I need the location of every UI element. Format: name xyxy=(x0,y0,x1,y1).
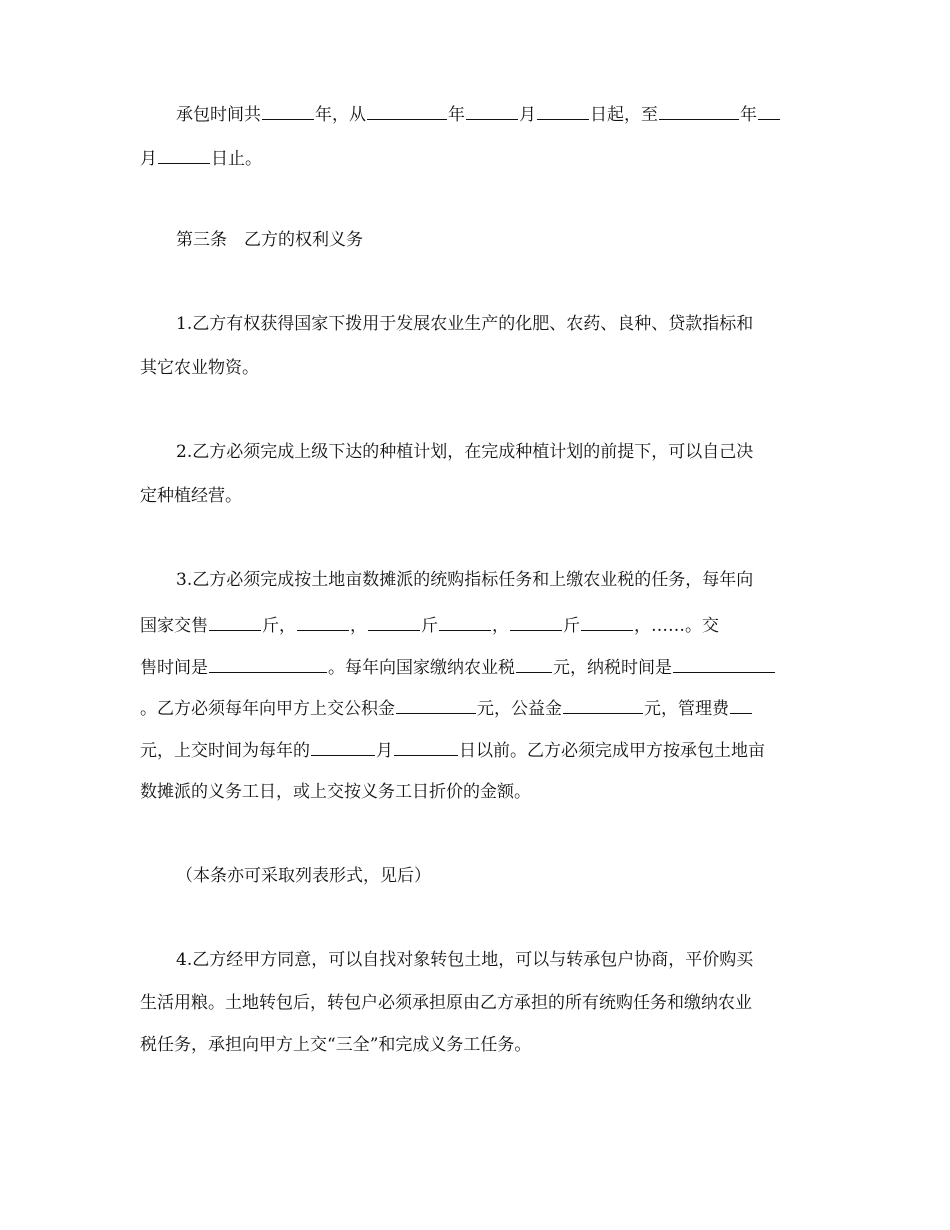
item-3-line-2 xyxy=(140,612,812,636)
fill-in-blank xyxy=(673,654,775,673)
item-3-line-4 xyxy=(140,695,812,719)
item-3-line-5 xyxy=(140,737,812,761)
text-segment: 生活用粮。土地转包后，转包户必须承担原由乙方承担的所有统购任务和缴纳农业 xyxy=(140,993,752,1013)
fill-in-blank xyxy=(563,695,643,714)
text-segment: 元，公益金 xyxy=(477,699,562,719)
text-segment: 月 xyxy=(376,741,393,761)
item-2-line-2 xyxy=(140,484,812,508)
item-3-line-6 xyxy=(140,780,812,804)
fill-in-blank xyxy=(262,101,314,120)
text-segment: 斤 xyxy=(563,616,580,636)
text-segment: 其它农业物资。 xyxy=(140,358,259,378)
fill-in-blank xyxy=(758,101,780,120)
text-segment: 元，纳税时间是 xyxy=(553,658,672,678)
text-segment: 元，上交时间为每年的 xyxy=(140,741,310,761)
fill-in-blank xyxy=(659,101,739,120)
fill-in-blank xyxy=(367,101,447,120)
item-4-line-3 xyxy=(140,1033,812,1057)
text-segment: ， xyxy=(492,616,509,636)
fill-in-blank xyxy=(537,101,589,120)
text-segment: 2.乙方必须完成上级下达的种植计划，在完成种植计划的前提下，可以自己决 xyxy=(176,442,754,462)
item-3-line-1 xyxy=(140,568,848,592)
article-3-heading xyxy=(140,228,848,252)
item-1-line-2 xyxy=(140,356,812,380)
fill-in-blank xyxy=(394,737,458,756)
fill-in-blank xyxy=(466,101,518,120)
text-segment: ，……。交 xyxy=(634,616,719,636)
text-segment: 承包时间共 xyxy=(176,105,261,125)
text-segment: 数摊派的义务工日，或上交按义务工日折价的金额。 xyxy=(140,782,531,802)
text-segment: 年，从 xyxy=(315,105,366,125)
text-segment: 斤 xyxy=(421,616,438,636)
fill-in-blank xyxy=(510,612,562,631)
text-segment: 年 xyxy=(448,105,465,125)
fill-in-blank xyxy=(368,612,420,631)
text-segment: 。每年向国家缴纳农业税 xyxy=(328,658,515,678)
text-segment: 4.乙方经甲方同意，可以自找对象转包土地，可以与转承包户协商，平价购买 xyxy=(176,950,754,970)
text-segment: 日止。 xyxy=(211,149,262,169)
term-line-1 xyxy=(140,101,848,125)
fill-in-blank xyxy=(158,145,210,164)
item-4-line-2 xyxy=(140,991,812,1015)
text-segment: 税任务，承担向甲方上交“三全”和完成义务工任务。 xyxy=(140,1035,532,1055)
fill-in-blank xyxy=(581,612,633,631)
text-segment: 斤， xyxy=(262,616,296,636)
text-segment: 元，管理费 xyxy=(644,699,729,719)
fill-in-blank xyxy=(311,737,375,756)
fill-in-blank xyxy=(209,612,261,631)
text-segment: 日以前。乙方必须完成甲方按承包土地亩 xyxy=(459,741,765,761)
text-segment: ， xyxy=(350,616,367,636)
text-segment: 第三条 乙方的权利义务 xyxy=(176,230,363,250)
item-2-line-1 xyxy=(140,440,848,464)
item-4-line-1 xyxy=(140,948,848,972)
text-segment: 1.乙方有权获得国家下拨用于发展农业生产的化肥、农药、良种、贷款指标和 xyxy=(176,314,754,334)
item-3-line-3 xyxy=(140,654,812,678)
fill-in-blank xyxy=(209,654,327,673)
fill-in-blank xyxy=(297,612,349,631)
text-segment: 月 xyxy=(519,105,536,125)
text-segment: 月 xyxy=(140,149,157,169)
text-segment: 年 xyxy=(740,105,757,125)
term-line-2 xyxy=(140,145,812,169)
text-segment: 售时间是 xyxy=(140,658,208,678)
text-segment: 。乙方必须每年向甲方上交公积金 xyxy=(140,699,395,719)
note-line xyxy=(140,864,848,888)
fill-in-blank xyxy=(516,654,552,673)
text-segment: 日起，至 xyxy=(590,105,658,125)
text-segment: 定种植经营。 xyxy=(140,486,242,506)
text-segment: 3.乙方必须完成按土地亩数摊派的统购指标任务和上缴农业税的任务，每年向 xyxy=(176,570,754,590)
item-1-line-1 xyxy=(140,312,848,336)
text-segment: 国家交售 xyxy=(140,616,208,636)
fill-in-blank xyxy=(730,695,752,714)
text-segment: （本条亦可采取列表形式，见后） xyxy=(176,866,431,886)
fill-in-blank xyxy=(396,695,476,714)
fill-in-blank xyxy=(439,612,491,631)
